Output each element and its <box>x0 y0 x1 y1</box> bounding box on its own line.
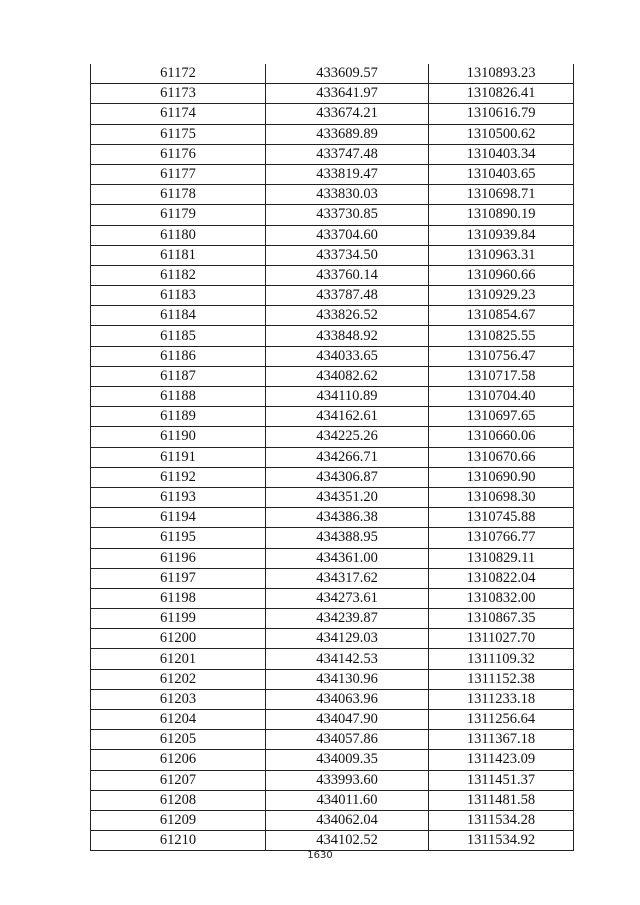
table-row <box>91 467 574 487</box>
point-id-cell: 61177 <box>91 164 266 184</box>
point-id-cell: 61190 <box>91 427 266 447</box>
point-id-cell: 61197 <box>91 568 266 588</box>
table-row <box>91 669 574 689</box>
point-id-cell: 61180 <box>91 225 266 245</box>
y-coordinate-cell: 1310825.55 <box>429 326 574 346</box>
x-coordinate-cell: 434225.26 <box>266 427 429 447</box>
table-row <box>91 770 574 790</box>
table-row <box>91 306 574 326</box>
table-row <box>91 487 574 507</box>
point-id-cell: 61203 <box>91 689 266 709</box>
x-coordinate-cell: 434239.87 <box>266 609 429 629</box>
y-coordinate-cell: 1311451.37 <box>429 770 574 790</box>
x-coordinate-cell: 434057.86 <box>266 730 429 750</box>
x-coordinate-cell: 434082.62 <box>266 366 429 386</box>
table-row <box>91 568 574 588</box>
x-coordinate-cell: 434047.90 <box>266 710 429 730</box>
point-id-cell: 61199 <box>91 609 266 629</box>
y-coordinate-cell: 1311534.92 <box>429 831 574 851</box>
table-row <box>91 265 574 285</box>
table-row <box>91 427 574 447</box>
table-row <box>91 831 574 851</box>
table-row <box>91 124 574 144</box>
point-id-cell: 61191 <box>91 447 266 467</box>
y-coordinate-cell: 1310403.65 <box>429 164 574 184</box>
point-id-cell: 61202 <box>91 669 266 689</box>
table-row <box>91 205 574 225</box>
table-row <box>91 629 574 649</box>
y-coordinate-cell: 1310960.66 <box>429 265 574 285</box>
y-coordinate-cell: 1310616.79 <box>429 104 574 124</box>
point-id-cell: 61204 <box>91 710 266 730</box>
x-coordinate-cell: 434129.03 <box>266 629 429 649</box>
point-id-cell: 61179 <box>91 205 266 225</box>
table-row <box>91 689 574 709</box>
point-id-cell: 61200 <box>91 629 266 649</box>
x-coordinate-cell: 434033.65 <box>266 346 429 366</box>
x-coordinate-cell: 434063.96 <box>266 689 429 709</box>
x-coordinate-cell: 433674.21 <box>266 104 429 124</box>
point-id-cell: 61210 <box>91 831 266 851</box>
point-id-cell: 61198 <box>91 588 266 608</box>
table-row <box>91 185 574 205</box>
point-id-cell: 61185 <box>91 326 266 346</box>
x-coordinate-cell: 434266.71 <box>266 447 429 467</box>
point-id-cell: 61193 <box>91 487 266 507</box>
point-id-cell: 61186 <box>91 346 266 366</box>
point-id-cell: 61205 <box>91 730 266 750</box>
y-coordinate-cell: 1311109.32 <box>429 649 574 669</box>
table-row <box>91 366 574 386</box>
point-id-cell: 61178 <box>91 185 266 205</box>
point-id-cell: 61188 <box>91 387 266 407</box>
y-coordinate-cell: 1310660.06 <box>429 427 574 447</box>
y-coordinate-cell: 1310826.41 <box>429 84 574 104</box>
y-coordinate-cell: 1310745.88 <box>429 508 574 528</box>
y-coordinate-cell: 1310822.04 <box>429 568 574 588</box>
point-id-cell: 61196 <box>91 548 266 568</box>
y-coordinate-cell: 1310697.65 <box>429 407 574 427</box>
table-row <box>91 810 574 830</box>
coordinates-table <box>90 64 574 851</box>
x-coordinate-cell: 434062.04 <box>266 810 429 830</box>
x-coordinate-cell: 434102.52 <box>266 831 429 851</box>
x-coordinate-cell: 434130.96 <box>266 669 429 689</box>
x-coordinate-cell: 433848.92 <box>266 326 429 346</box>
point-id-cell: 61194 <box>91 508 266 528</box>
x-coordinate-cell: 434110.89 <box>266 387 429 407</box>
table-row <box>91 164 574 184</box>
point-id-cell: 61173 <box>91 84 266 104</box>
y-coordinate-cell: 1310832.00 <box>429 588 574 608</box>
y-coordinate-cell: 1310854.67 <box>429 306 574 326</box>
point-id-cell: 61182 <box>91 265 266 285</box>
y-coordinate-cell: 1310717.58 <box>429 366 574 386</box>
table-row <box>91 447 574 467</box>
y-coordinate-cell: 1310756.47 <box>429 346 574 366</box>
table-row <box>91 649 574 669</box>
table-row <box>91 326 574 346</box>
point-id-cell: 61175 <box>91 124 266 144</box>
y-coordinate-cell: 1311027.70 <box>429 629 574 649</box>
table-row <box>91 225 574 245</box>
page-number: 1630 <box>307 850 333 861</box>
y-coordinate-cell: 1310867.35 <box>429 609 574 629</box>
y-coordinate-cell: 1311256.64 <box>429 710 574 730</box>
table-row <box>91 750 574 770</box>
point-id-cell: 61174 <box>91 104 266 124</box>
x-coordinate-cell: 434306.87 <box>266 467 429 487</box>
x-coordinate-cell: 434317.62 <box>266 568 429 588</box>
x-coordinate-cell: 433609.57 <box>266 64 429 84</box>
table-row <box>91 407 574 427</box>
point-id-cell: 61184 <box>91 306 266 326</box>
y-coordinate-cell: 1310670.66 <box>429 447 574 467</box>
table-row <box>91 548 574 568</box>
table-row <box>91 387 574 407</box>
table-row <box>91 64 574 84</box>
x-coordinate-cell: 433641.97 <box>266 84 429 104</box>
point-id-cell: 61208 <box>91 790 266 810</box>
x-coordinate-cell: 433734.50 <box>266 245 429 265</box>
x-coordinate-cell: 434388.95 <box>266 528 429 548</box>
point-id-cell: 61209 <box>91 810 266 830</box>
table-row <box>91 84 574 104</box>
x-coordinate-cell: 433689.89 <box>266 124 429 144</box>
x-coordinate-cell: 433704.60 <box>266 225 429 245</box>
table-row <box>91 508 574 528</box>
x-coordinate-cell: 433826.52 <box>266 306 429 326</box>
point-id-cell: 61172 <box>91 64 266 84</box>
table-row <box>91 245 574 265</box>
y-coordinate-cell: 1310704.40 <box>429 387 574 407</box>
point-id-cell: 61192 <box>91 467 266 487</box>
table-row <box>91 790 574 810</box>
y-coordinate-cell: 1310690.90 <box>429 467 574 487</box>
point-id-cell: 61206 <box>91 750 266 770</box>
table-row <box>91 588 574 608</box>
x-coordinate-cell: 433787.48 <box>266 286 429 306</box>
table-row <box>91 710 574 730</box>
y-coordinate-cell: 1311152.38 <box>429 669 574 689</box>
x-coordinate-cell: 434351.20 <box>266 487 429 507</box>
y-coordinate-cell: 1310893.23 <box>429 64 574 84</box>
y-coordinate-cell: 1311423.09 <box>429 750 574 770</box>
coordinates-table-body <box>91 64 574 851</box>
y-coordinate-cell: 1311481.58 <box>429 790 574 810</box>
table-row <box>91 346 574 366</box>
x-coordinate-cell: 433819.47 <box>266 164 429 184</box>
point-id-cell: 61195 <box>91 528 266 548</box>
x-coordinate-cell: 434011.60 <box>266 790 429 810</box>
y-coordinate-cell: 1310890.19 <box>429 205 574 225</box>
table-row <box>91 144 574 164</box>
y-coordinate-cell: 1310929.23 <box>429 286 574 306</box>
point-id-cell: 61181 <box>91 245 266 265</box>
x-coordinate-cell: 433760.14 <box>266 265 429 285</box>
y-coordinate-cell: 1310403.34 <box>429 144 574 164</box>
x-coordinate-cell: 434386.38 <box>266 508 429 528</box>
table-row <box>91 528 574 548</box>
x-coordinate-cell: 434273.61 <box>266 588 429 608</box>
point-id-cell: 61201 <box>91 649 266 669</box>
x-coordinate-cell: 433830.03 <box>266 185 429 205</box>
x-coordinate-cell: 433993.60 <box>266 770 429 790</box>
point-id-cell: 61187 <box>91 366 266 386</box>
table-row <box>91 730 574 750</box>
y-coordinate-cell: 1310698.30 <box>429 487 574 507</box>
point-id-cell: 61183 <box>91 286 266 306</box>
y-coordinate-cell: 1310500.62 <box>429 124 574 144</box>
y-coordinate-cell: 1311534.28 <box>429 810 574 830</box>
y-coordinate-cell: 1310963.31 <box>429 245 574 265</box>
point-id-cell: 61176 <box>91 144 266 164</box>
y-coordinate-cell: 1310698.71 <box>429 185 574 205</box>
point-id-cell: 61207 <box>91 770 266 790</box>
table-row <box>91 609 574 629</box>
y-coordinate-cell: 1310766.77 <box>429 528 574 548</box>
x-coordinate-cell: 434162.61 <box>266 407 429 427</box>
y-coordinate-cell: 1311233.18 <box>429 689 574 709</box>
y-coordinate-cell: 1310829.11 <box>429 548 574 568</box>
x-coordinate-cell: 434142.53 <box>266 649 429 669</box>
table-row <box>91 286 574 306</box>
point-id-cell: 61189 <box>91 407 266 427</box>
y-coordinate-cell: 1311367.18 <box>429 730 574 750</box>
table-row <box>91 104 574 124</box>
y-coordinate-cell: 1310939.84 <box>429 225 574 245</box>
x-coordinate-cell: 434361.00 <box>266 548 429 568</box>
x-coordinate-cell: 433747.48 <box>266 144 429 164</box>
x-coordinate-cell: 434009.35 <box>266 750 429 770</box>
x-coordinate-cell: 433730.85 <box>266 205 429 225</box>
